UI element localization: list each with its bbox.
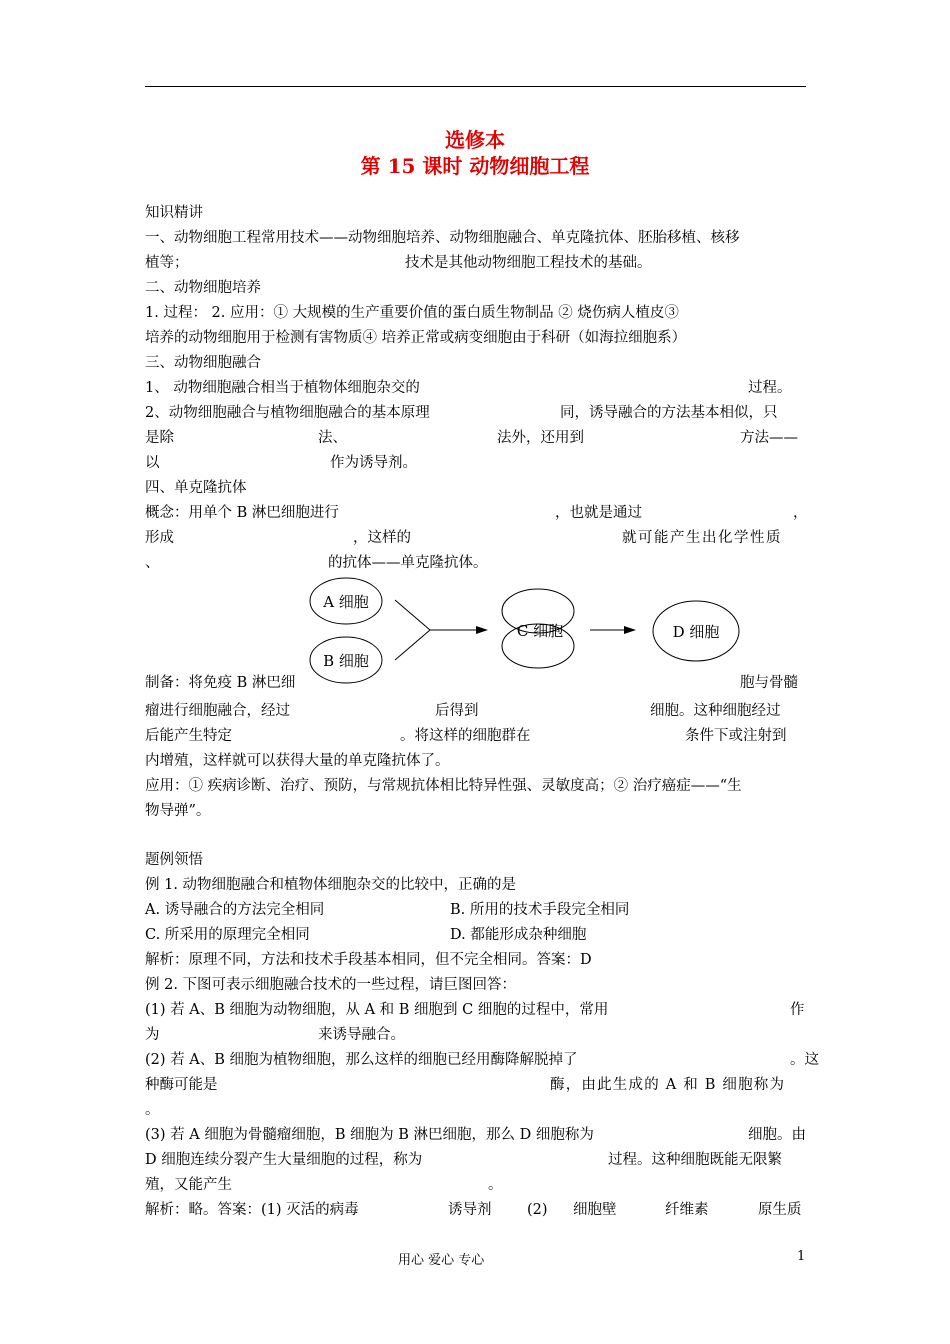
- cell-d-label: D 细胞: [672, 623, 720, 641]
- cell-b-label: B 细胞: [323, 652, 369, 670]
- answer-1: 解析：原理不同，方法和技术手段基本相同，但不完全相同。答案：D: [145, 952, 592, 968]
- cell-c-label: C 细胞: [516, 622, 564, 640]
- cell-a-label: A 细胞: [323, 593, 369, 611]
- text-fragment: 后得到: [435, 703, 479, 719]
- text-fragment: 的抗体——单克隆抗体。: [328, 555, 488, 571]
- text-fragment: 作为诱导剂。: [330, 455, 417, 471]
- question-2: 例 2. 下图可表示细胞融合技术的一些过程，请巨图回答：: [145, 977, 517, 993]
- title-main: 选修本: [445, 128, 505, 152]
- text-fragment: 来诱导融合。: [318, 1027, 405, 1043]
- text-line: 。: [145, 1102, 160, 1118]
- text-line: 是除: [145, 430, 174, 446]
- option-b: B. 所用的技术手段完全相同: [450, 902, 630, 918]
- text-line: (1) 若 A、B 细胞为动物细胞，从 A 和 B 细胞到 C 细胞的过程中，常用: [145, 1002, 609, 1018]
- text-line: 培养的动物细胞用于检测有害物质④ 培养正常或病变细胞由于科研（如海拉细胞系）: [145, 330, 687, 346]
- text-fragment: 法、: [318, 430, 347, 446]
- section-heading: 四、单克隆抗体: [145, 480, 247, 496]
- text-line: 瘤进行细胞融合，经过: [145, 703, 290, 719]
- text-line: (3) 若 A 细胞为骨髓瘤细胞，B 细胞为 B 淋巴细胞，那么 D 细胞称为: [145, 1127, 594, 1143]
- text-line: 种酶可能是: [145, 1077, 218, 1093]
- text-fragment: 过程。: [748, 380, 792, 396]
- merge-lines: [395, 600, 430, 660]
- text-line: 1、 动物细胞融合相当于植物体细胞杂交的: [145, 380, 420, 396]
- text-line: 1. 过程： 2. 应用：① 大规模的生产重要价值的蛋白质生物制品 ② 烧伤病人植皮③: [145, 305, 679, 321]
- text-line: 植等；: [145, 255, 189, 271]
- text-line: 制备：将免疫 B 淋巴细: [145, 675, 296, 691]
- footer-motto: 用心 爱心 专心: [398, 1253, 485, 1268]
- answer-fragment: (2): [527, 1202, 548, 1218]
- title-lesson: 第 15 课时 动物细胞工程: [360, 154, 590, 178]
- text-line: 形成: [145, 530, 174, 546]
- page-number: 1: [797, 1249, 806, 1264]
- text-line: 2、动物细胞融合与植物细胞融合的基本原理: [145, 405, 430, 421]
- answer-fragment: 纤维素: [665, 1202, 709, 1218]
- text-line: 以: [145, 455, 160, 471]
- text-line: 殖，又能产生: [145, 1177, 232, 1193]
- section-knowledge: 知识精讲: [145, 205, 203, 221]
- section-examples: 题例领悟: [145, 852, 203, 868]
- text-fragment: 细胞。这种细胞经过: [650, 703, 781, 719]
- text-fragment: 同，诱导融合的方法基本相似，只: [560, 405, 778, 421]
- text-line: 、: [145, 555, 160, 571]
- text-fragment: 。将这样的细胞群在: [400, 728, 531, 744]
- text-fragment: ，: [793, 505, 808, 521]
- option-c: C. 所采用的原理完全相同: [145, 927, 310, 943]
- text-line: 一、动物细胞工程常用技术——动物细胞培养、动物细胞融合、单克隆抗体、胚胎移植、核移: [145, 230, 740, 246]
- question-1: 例 1. 动物细胞融合和植物体细胞杂交的比较中，正确的是: [145, 877, 517, 893]
- arrow-head-icon: [476, 626, 488, 634]
- section-heading: 三、动物细胞融合: [145, 355, 261, 371]
- text-fragment: 细胞。由: [748, 1127, 806, 1143]
- answer-fragment: 细胞壁: [573, 1202, 617, 1218]
- text-fragment: 条件下或注射到: [685, 728, 787, 744]
- option-a: A. 诱导融合的方法完全相同: [145, 902, 325, 918]
- text-line: D 细胞连续分裂产生大量细胞的过程，称为: [145, 1152, 423, 1168]
- text-fragment: 。: [488, 1177, 503, 1193]
- option-d: D. 都能形成杂种细胞: [450, 927, 587, 943]
- text-line: 应用：① 疾病诊断、治疗、预防，与常规抗体相比特异性强、灵敏度高；② 治疗癌症——“生: [145, 778, 742, 794]
- arrow-head-icon: [624, 626, 636, 634]
- text-fragment: 法外，还用到: [497, 430, 584, 446]
- answer-fragment: 诱导剂: [448, 1202, 492, 1218]
- text-fragment: 就可能产生出化学性质: [622, 530, 782, 546]
- text-fragment: 酶，由此生成的 A 和 B 细胞称为: [550, 1077, 786, 1093]
- text-fragment: ，也就是通过: [555, 505, 642, 521]
- text-line: 为: [145, 1027, 160, 1043]
- text-fragment: 。这: [790, 1052, 819, 1068]
- text-fragment: 作: [790, 1002, 805, 1018]
- text-line: 概念：用单个 B 淋巴细胞进行: [145, 505, 339, 521]
- text-line: 物导弹”。: [145, 803, 211, 819]
- answer-fragment: 原生质: [758, 1202, 802, 1218]
- text-fragment: 胞与骨髓: [740, 675, 798, 691]
- section-heading: 二、动物细胞培养: [145, 280, 261, 296]
- text-fragment: ，这样的: [353, 530, 411, 546]
- text-line: 后能产生特定: [145, 728, 232, 744]
- text-line: 技术是其他动物细胞工程技术的基础。: [405, 255, 652, 271]
- text-fragment: 过程。这种细胞既能无限繁: [608, 1152, 782, 1168]
- text-line: 内增殖，这样就可以获得大量的单克隆抗体了。: [145, 753, 450, 769]
- answer-2: 解析：略。答案：(1) 灭活的病毒: [145, 1202, 359, 1218]
- text-fragment: 方法——: [740, 430, 798, 446]
- text-line: (2) 若 A、B 细胞为植物细胞，那么这样的细胞已经用酶降解脱掉了: [145, 1052, 578, 1068]
